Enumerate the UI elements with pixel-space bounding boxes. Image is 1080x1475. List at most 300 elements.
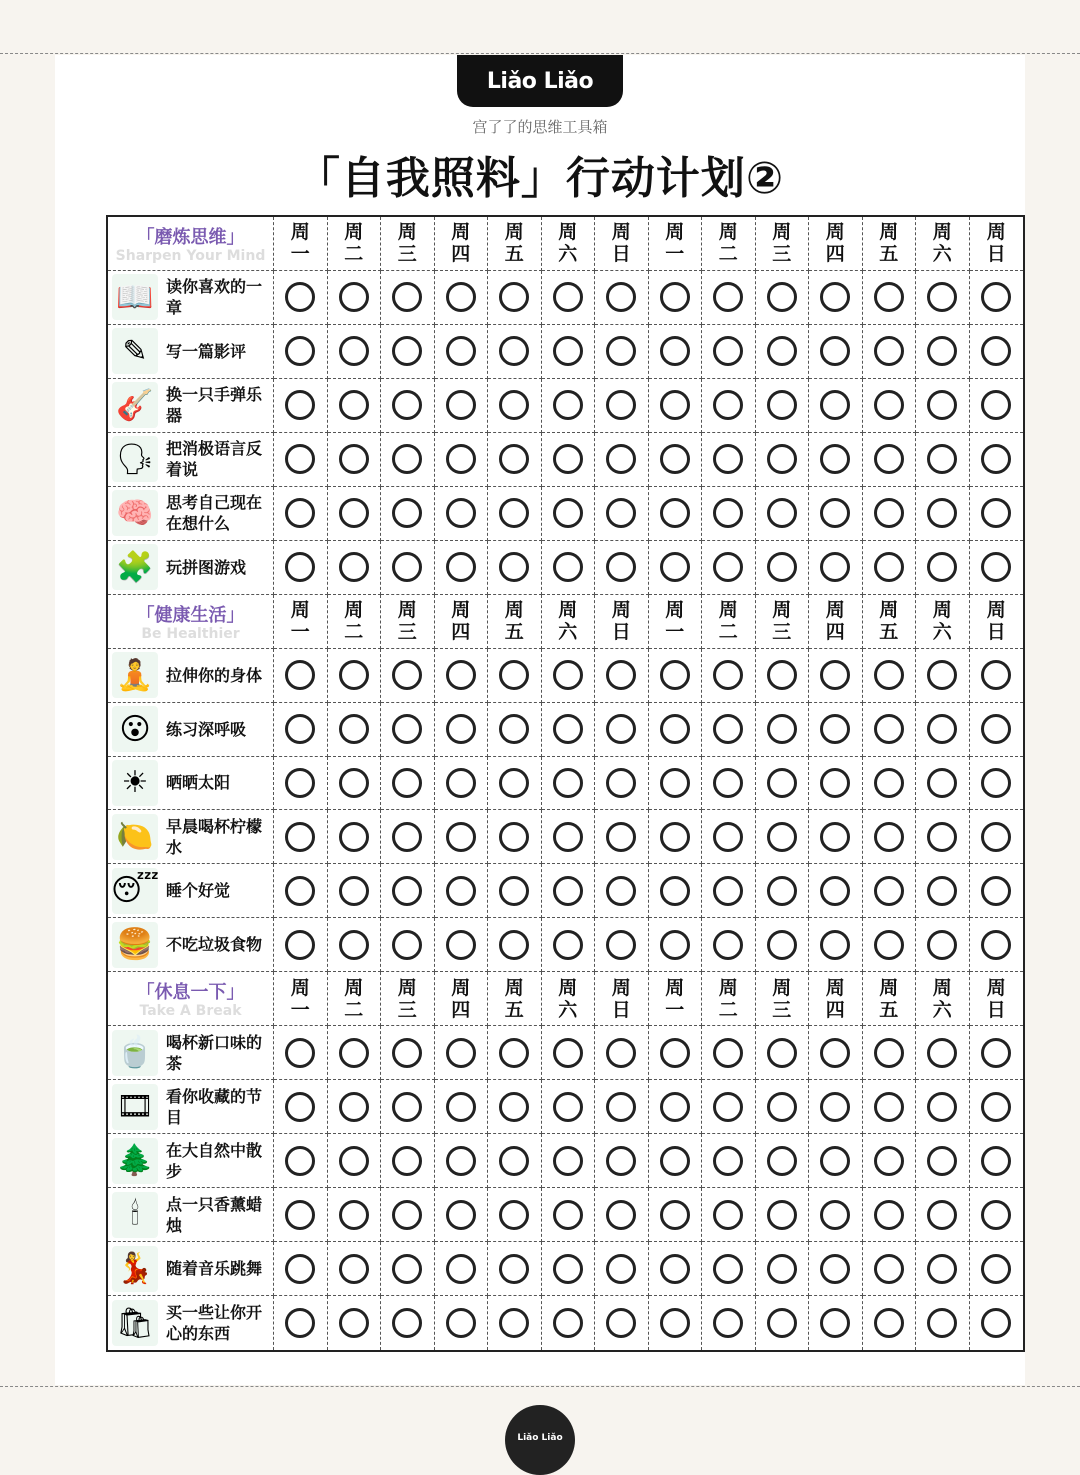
checkbox-cell[interactable] (702, 379, 756, 433)
checkbox-cell[interactable] (542, 1188, 596, 1242)
check-circle[interactable] (285, 1092, 315, 1122)
check-circle[interactable] (553, 660, 583, 690)
checkbox-cell[interactable] (381, 379, 435, 433)
check-circle[interactable] (446, 1092, 476, 1122)
checkbox-cell[interactable] (916, 271, 970, 325)
check-circle[interactable] (285, 1200, 315, 1230)
checkbox-cell[interactable] (328, 1242, 382, 1296)
check-circle[interactable] (339, 1254, 369, 1284)
check-circle[interactable] (446, 768, 476, 798)
check-circle[interactable] (713, 822, 743, 852)
checkbox-cell[interactable] (809, 271, 863, 325)
check-circle[interactable] (713, 444, 743, 474)
check-circle[interactable] (446, 498, 476, 528)
check-circle[interactable] (820, 768, 850, 798)
check-circle[interactable] (606, 444, 636, 474)
check-circle[interactable] (339, 390, 369, 420)
check-circle[interactable] (553, 714, 583, 744)
check-circle[interactable] (927, 876, 957, 906)
checkbox-cell[interactable] (702, 810, 756, 864)
check-circle[interactable] (499, 822, 529, 852)
check-circle[interactable] (927, 336, 957, 366)
checkbox-cell[interactable] (595, 810, 649, 864)
checkbox-cell[interactable] (328, 271, 382, 325)
checkbox-cell[interactable] (542, 918, 596, 972)
checkbox-cell[interactable] (702, 1080, 756, 1134)
check-circle[interactable] (285, 930, 315, 960)
checkbox-cell[interactable] (916, 1242, 970, 1296)
check-circle[interactable] (392, 1146, 422, 1176)
check-circle[interactable] (767, 390, 797, 420)
checkbox-cell[interactable] (649, 271, 703, 325)
checkbox-cell[interactable] (916, 703, 970, 757)
check-circle[interactable] (499, 336, 529, 366)
check-circle[interactable] (285, 390, 315, 420)
check-circle[interactable] (285, 1254, 315, 1284)
check-circle[interactable] (660, 822, 690, 852)
checkbox-cell[interactable] (595, 757, 649, 811)
checkbox-cell[interactable] (702, 1134, 756, 1188)
checkbox-cell[interactable] (756, 757, 810, 811)
checkbox-cell[interactable] (863, 487, 917, 541)
check-circle[interactable] (392, 282, 422, 312)
check-circle[interactable] (927, 768, 957, 798)
checkbox-cell[interactable] (328, 1080, 382, 1134)
check-circle[interactable] (446, 444, 476, 474)
check-circle[interactable] (446, 660, 476, 690)
check-circle[interactable] (339, 336, 369, 366)
check-circle[interactable] (446, 1146, 476, 1176)
check-circle[interactable] (767, 1146, 797, 1176)
checkbox-cell[interactable] (702, 757, 756, 811)
check-circle[interactable] (553, 930, 583, 960)
checkbox-cell[interactable] (916, 918, 970, 972)
check-circle[interactable] (553, 552, 583, 582)
check-circle[interactable] (660, 1146, 690, 1176)
check-circle[interactable] (767, 768, 797, 798)
checkbox-cell[interactable] (970, 1026, 1024, 1080)
check-circle[interactable] (499, 390, 529, 420)
check-circle[interactable] (285, 444, 315, 474)
checkbox-cell[interactable] (970, 1242, 1024, 1296)
check-circle[interactable] (285, 552, 315, 582)
check-circle[interactable] (820, 660, 850, 690)
checkbox-cell[interactable] (595, 379, 649, 433)
checkbox-cell[interactable] (274, 810, 328, 864)
check-circle[interactable] (713, 336, 743, 366)
checkbox-cell[interactable] (542, 703, 596, 757)
check-circle[interactable] (820, 1092, 850, 1122)
check-circle[interactable] (981, 498, 1011, 528)
check-circle[interactable] (660, 498, 690, 528)
check-circle[interactable] (981, 1200, 1011, 1230)
check-circle[interactable] (874, 1146, 904, 1176)
checkbox-cell[interactable] (863, 1188, 917, 1242)
check-circle[interactable] (660, 714, 690, 744)
checkbox-cell[interactable] (809, 325, 863, 379)
checkbox-cell[interactable] (328, 757, 382, 811)
check-circle[interactable] (767, 660, 797, 690)
checkbox-cell[interactable] (756, 541, 810, 595)
check-circle[interactable] (499, 444, 529, 474)
check-circle[interactable] (981, 282, 1011, 312)
checkbox-cell[interactable] (381, 1026, 435, 1080)
check-circle[interactable] (927, 1038, 957, 1068)
checkbox-cell[interactable] (542, 649, 596, 703)
checkbox-cell[interactable] (756, 433, 810, 487)
checkbox-cell[interactable] (435, 379, 489, 433)
checkbox-cell[interactable] (595, 703, 649, 757)
check-circle[interactable] (446, 336, 476, 366)
check-circle[interactable] (553, 822, 583, 852)
checkbox-cell[interactable] (488, 1242, 542, 1296)
check-circle[interactable] (392, 930, 422, 960)
check-circle[interactable] (660, 1038, 690, 1068)
check-circle[interactable] (927, 1146, 957, 1176)
checkbox-cell[interactable] (435, 918, 489, 972)
check-circle[interactable] (553, 1308, 583, 1338)
check-circle[interactable] (339, 876, 369, 906)
checkbox-cell[interactable] (542, 433, 596, 487)
checkbox-cell[interactable] (809, 1134, 863, 1188)
checkbox-cell[interactable] (863, 864, 917, 918)
checkbox-cell[interactable] (970, 864, 1024, 918)
checkbox-cell[interactable] (809, 918, 863, 972)
check-circle[interactable] (767, 1308, 797, 1338)
check-circle[interactable] (339, 552, 369, 582)
check-circle[interactable] (606, 714, 636, 744)
check-circle[interactable] (767, 930, 797, 960)
checkbox-cell[interactable] (702, 703, 756, 757)
checkbox-cell[interactable] (595, 271, 649, 325)
checkbox-cell[interactable] (274, 1026, 328, 1080)
checkbox-cell[interactable] (649, 541, 703, 595)
checkbox-cell[interactable] (756, 1242, 810, 1296)
check-circle[interactable] (606, 930, 636, 960)
checkbox-cell[interactable] (595, 649, 649, 703)
check-circle[interactable] (660, 1254, 690, 1284)
check-circle[interactable] (927, 1308, 957, 1338)
check-circle[interactable] (285, 660, 315, 690)
checkbox-cell[interactable] (542, 810, 596, 864)
checkbox-cell[interactable] (435, 1242, 489, 1296)
checkbox-cell[interactable] (970, 1134, 1024, 1188)
checkbox-cell[interactable] (756, 271, 810, 325)
checkbox-cell[interactable] (274, 325, 328, 379)
check-circle[interactable] (392, 498, 422, 528)
check-circle[interactable] (767, 714, 797, 744)
checkbox-cell[interactable] (435, 487, 489, 541)
check-circle[interactable] (874, 822, 904, 852)
checkbox-cell[interactable] (274, 703, 328, 757)
check-circle[interactable] (713, 1254, 743, 1284)
check-circle[interactable] (553, 336, 583, 366)
checkbox-cell[interactable] (916, 810, 970, 864)
checkbox-cell[interactable] (970, 1080, 1024, 1134)
checkbox-cell[interactable] (328, 541, 382, 595)
check-circle[interactable] (767, 1254, 797, 1284)
checkbox-cell[interactable] (488, 649, 542, 703)
checkbox-cell[interactable] (702, 1026, 756, 1080)
checkbox-cell[interactable] (595, 487, 649, 541)
checkbox-cell[interactable] (756, 487, 810, 541)
check-circle[interactable] (285, 1038, 315, 1068)
check-circle[interactable] (606, 1254, 636, 1284)
check-circle[interactable] (339, 282, 369, 312)
checkbox-cell[interactable] (970, 757, 1024, 811)
checkbox-cell[interactable] (274, 1296, 328, 1350)
checkbox-cell[interactable] (274, 379, 328, 433)
checkbox-cell[interactable] (381, 810, 435, 864)
check-circle[interactable] (927, 1200, 957, 1230)
checkbox-cell[interactable] (488, 810, 542, 864)
check-circle[interactable] (392, 660, 422, 690)
check-circle[interactable] (553, 1038, 583, 1068)
checkbox-cell[interactable] (381, 918, 435, 972)
checkbox-cell[interactable] (328, 433, 382, 487)
check-circle[interactable] (339, 714, 369, 744)
check-circle[interactable] (285, 714, 315, 744)
checkbox-cell[interactable] (542, 325, 596, 379)
checkbox-cell[interactable] (649, 810, 703, 864)
check-circle[interactable] (499, 1092, 529, 1122)
checkbox-cell[interactable] (488, 433, 542, 487)
check-circle[interactable] (553, 1146, 583, 1176)
checkbox-cell[interactable] (488, 1296, 542, 1350)
checkbox-cell[interactable] (756, 1080, 810, 1134)
check-circle[interactable] (339, 1092, 369, 1122)
check-circle[interactable] (927, 444, 957, 474)
checkbox-cell[interactable] (381, 864, 435, 918)
check-circle[interactable] (927, 714, 957, 744)
check-circle[interactable] (820, 498, 850, 528)
checkbox-cell[interactable] (916, 1134, 970, 1188)
checkbox-cell[interactable] (435, 864, 489, 918)
check-circle[interactable] (981, 768, 1011, 798)
check-circle[interactable] (820, 930, 850, 960)
checkbox-cell[interactable] (328, 703, 382, 757)
check-circle[interactable] (606, 876, 636, 906)
check-circle[interactable] (981, 1092, 1011, 1122)
check-circle[interactable] (874, 1308, 904, 1338)
check-circle[interactable] (981, 822, 1011, 852)
check-circle[interactable] (285, 768, 315, 798)
checkbox-cell[interactable] (542, 1134, 596, 1188)
checkbox-cell[interactable] (488, 1080, 542, 1134)
checkbox-cell[interactable] (595, 1026, 649, 1080)
checkbox-cell[interactable] (756, 918, 810, 972)
check-circle[interactable] (285, 876, 315, 906)
check-circle[interactable] (446, 1038, 476, 1068)
checkbox-cell[interactable] (542, 1026, 596, 1080)
checkbox-cell[interactable] (649, 649, 703, 703)
checkbox-cell[interactable] (274, 649, 328, 703)
check-circle[interactable] (713, 1146, 743, 1176)
checkbox-cell[interactable] (809, 703, 863, 757)
check-circle[interactable] (927, 498, 957, 528)
check-circle[interactable] (713, 930, 743, 960)
check-circle[interactable] (874, 444, 904, 474)
checkbox-cell[interactable] (435, 703, 489, 757)
checkbox-cell[interactable] (381, 1188, 435, 1242)
checkbox-cell[interactable] (863, 1134, 917, 1188)
checkbox-cell[interactable] (435, 1134, 489, 1188)
checkbox-cell[interactable] (328, 487, 382, 541)
checkbox-cell[interactable] (809, 864, 863, 918)
checkbox-cell[interactable] (488, 1188, 542, 1242)
checkbox-cell[interactable] (916, 1080, 970, 1134)
checkbox-cell[interactable] (381, 541, 435, 595)
checkbox-cell[interactable] (328, 1026, 382, 1080)
checkbox-cell[interactable] (863, 918, 917, 972)
checkbox-cell[interactable] (809, 1080, 863, 1134)
checkbox-cell[interactable] (916, 1026, 970, 1080)
checkbox-cell[interactable] (702, 918, 756, 972)
check-circle[interactable] (606, 1092, 636, 1122)
check-circle[interactable] (767, 444, 797, 474)
checkbox-cell[interactable] (542, 1080, 596, 1134)
check-circle[interactable] (285, 1146, 315, 1176)
check-circle[interactable] (874, 336, 904, 366)
check-circle[interactable] (660, 1200, 690, 1230)
check-circle[interactable] (820, 1200, 850, 1230)
check-circle[interactable] (767, 1038, 797, 1068)
check-circle[interactable] (660, 282, 690, 312)
check-circle[interactable] (767, 822, 797, 852)
checkbox-cell[interactable] (435, 810, 489, 864)
checkbox-cell[interactable] (970, 487, 1024, 541)
check-circle[interactable] (339, 930, 369, 960)
check-circle[interactable] (446, 876, 476, 906)
checkbox-cell[interactable] (542, 757, 596, 811)
check-circle[interactable] (927, 930, 957, 960)
checkbox-cell[interactable] (274, 918, 328, 972)
check-circle[interactable] (874, 930, 904, 960)
checkbox-cell[interactable] (809, 1188, 863, 1242)
check-circle[interactable] (499, 1200, 529, 1230)
checkbox-cell[interactable] (863, 541, 917, 595)
checkbox-cell[interactable] (702, 325, 756, 379)
checkbox-cell[interactable] (809, 810, 863, 864)
check-circle[interactable] (927, 1254, 957, 1284)
checkbox-cell[interactable] (970, 703, 1024, 757)
checkbox-cell[interactable] (863, 1296, 917, 1350)
check-circle[interactable] (713, 282, 743, 312)
checkbox-cell[interactable] (435, 1296, 489, 1350)
check-circle[interactable] (446, 714, 476, 744)
checkbox-cell[interactable] (863, 810, 917, 864)
check-circle[interactable] (499, 1308, 529, 1338)
check-circle[interactable] (553, 444, 583, 474)
checkbox-cell[interactable] (595, 433, 649, 487)
check-circle[interactable] (499, 282, 529, 312)
check-circle[interactable] (339, 768, 369, 798)
checkbox-cell[interactable] (916, 1296, 970, 1350)
check-circle[interactable] (446, 822, 476, 852)
check-circle[interactable] (392, 1254, 422, 1284)
checkbox-cell[interactable] (756, 810, 810, 864)
checkbox-cell[interactable] (381, 487, 435, 541)
checkbox-cell[interactable] (916, 541, 970, 595)
check-circle[interactable] (606, 498, 636, 528)
checkbox-cell[interactable] (274, 433, 328, 487)
checkbox-cell[interactable] (649, 1242, 703, 1296)
checkbox-cell[interactable] (488, 864, 542, 918)
check-circle[interactable] (499, 876, 529, 906)
check-circle[interactable] (660, 660, 690, 690)
checkbox-cell[interactable] (274, 1080, 328, 1134)
checkbox-cell[interactable] (328, 1296, 382, 1350)
check-circle[interactable] (874, 390, 904, 420)
checkbox-cell[interactable] (488, 541, 542, 595)
check-circle[interactable] (499, 768, 529, 798)
check-circle[interactable] (606, 1308, 636, 1338)
checkbox-cell[interactable] (863, 757, 917, 811)
check-circle[interactable] (874, 282, 904, 312)
check-circle[interactable] (339, 498, 369, 528)
checkbox-cell[interactable] (970, 271, 1024, 325)
checkbox-cell[interactable] (970, 541, 1024, 595)
checkbox-cell[interactable] (381, 649, 435, 703)
checkbox-cell[interactable] (649, 1026, 703, 1080)
checkbox-cell[interactable] (488, 918, 542, 972)
checkbox-cell[interactable] (863, 1080, 917, 1134)
checkbox-cell[interactable] (274, 1188, 328, 1242)
checkbox-cell[interactable] (595, 1188, 649, 1242)
check-circle[interactable] (820, 336, 850, 366)
checkbox-cell[interactable] (328, 810, 382, 864)
check-circle[interactable] (874, 1200, 904, 1230)
check-circle[interactable] (713, 876, 743, 906)
check-circle[interactable] (446, 390, 476, 420)
checkbox-cell[interactable] (435, 757, 489, 811)
checkbox-cell[interactable] (702, 649, 756, 703)
checkbox-cell[interactable] (488, 703, 542, 757)
check-circle[interactable] (339, 822, 369, 852)
checkbox-cell[interactable] (488, 757, 542, 811)
check-circle[interactable] (927, 282, 957, 312)
check-circle[interactable] (606, 552, 636, 582)
check-circle[interactable] (339, 1308, 369, 1338)
checkbox-cell[interactable] (542, 864, 596, 918)
checkbox-cell[interactable] (328, 1188, 382, 1242)
checkbox-cell[interactable] (274, 757, 328, 811)
check-circle[interactable] (553, 1092, 583, 1122)
checkbox-cell[interactable] (435, 649, 489, 703)
checkbox-cell[interactable] (756, 325, 810, 379)
check-circle[interactable] (499, 1254, 529, 1284)
check-circle[interactable] (981, 1146, 1011, 1176)
check-circle[interactable] (339, 1146, 369, 1176)
check-circle[interactable] (874, 1092, 904, 1122)
checkbox-cell[interactable] (970, 433, 1024, 487)
checkbox-cell[interactable] (542, 541, 596, 595)
checkbox-cell[interactable] (863, 433, 917, 487)
check-circle[interactable] (660, 390, 690, 420)
check-circle[interactable] (553, 876, 583, 906)
check-circle[interactable] (553, 282, 583, 312)
checkbox-cell[interactable] (702, 487, 756, 541)
checkbox-cell[interactable] (328, 918, 382, 972)
check-circle[interactable] (981, 336, 1011, 366)
check-circle[interactable] (660, 1092, 690, 1122)
checkbox-cell[interactable] (381, 757, 435, 811)
check-circle[interactable] (927, 660, 957, 690)
check-circle[interactable] (606, 336, 636, 366)
checkbox-cell[interactable] (756, 1296, 810, 1350)
check-circle[interactable] (499, 1038, 529, 1068)
check-circle[interactable] (606, 768, 636, 798)
